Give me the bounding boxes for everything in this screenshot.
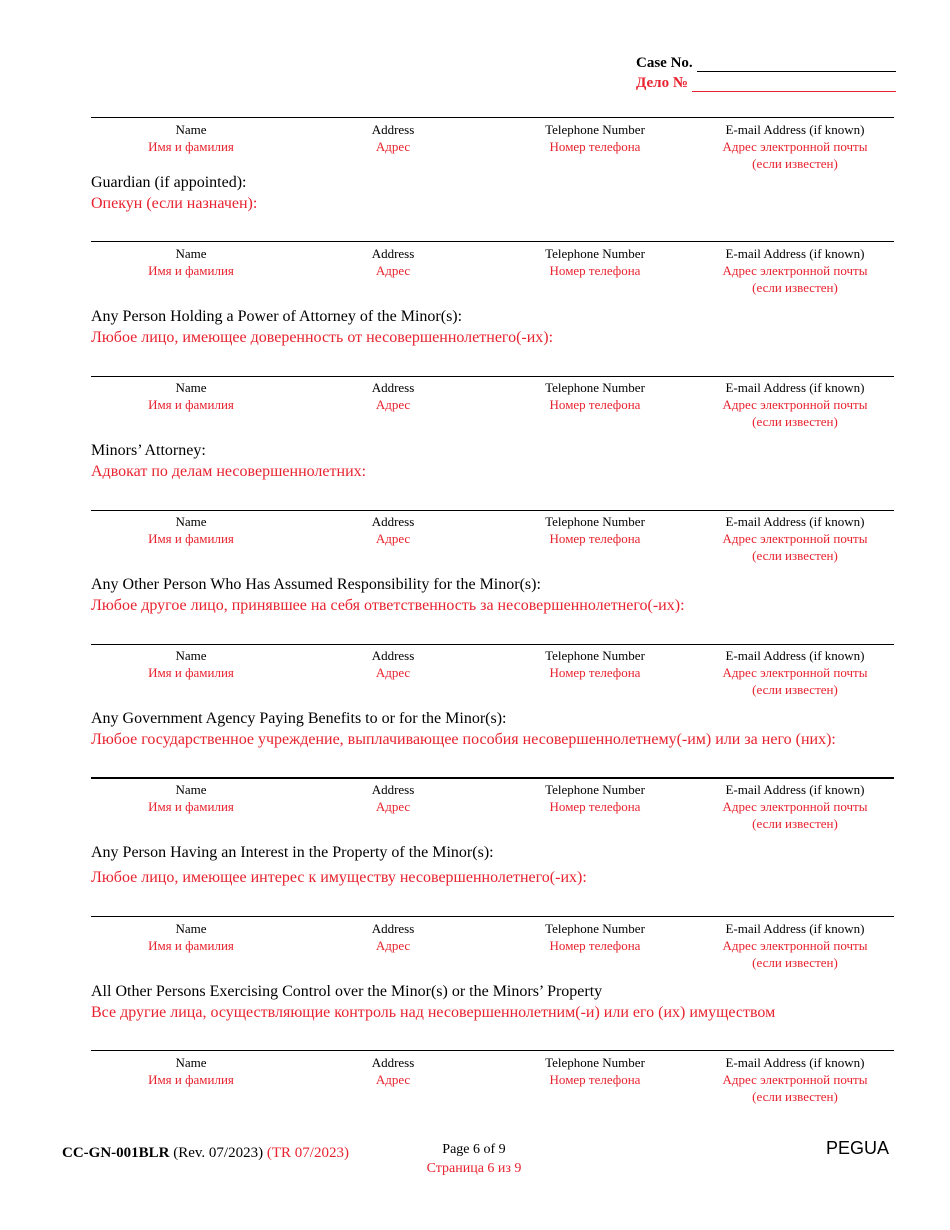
name-column-label: Name Имя и фамилия: [148, 921, 234, 953]
address-column-label: Address Адрес: [371, 246, 415, 278]
case-number-block: [636, 52, 896, 92]
section-title-power-of-attorney: Any Person Holding a Power of Attorney of the Minor(s): Любое лицо, имеющее доверенность от несовершеннолетнего(-их):: [91, 308, 554, 346]
name-column-label: Name Имя и фамилия: [148, 782, 234, 814]
name-column-label: Name Имя и фамилия: [148, 514, 234, 546]
case-no-field-ru[interactable]: [692, 77, 896, 92]
email-column-label: E-mail Address (if known) Адрес электронной почты (если известен): [722, 782, 868, 831]
section-title-other-control: All Other Persons Exercising Control over the Minor(s) or the Minors’ Property Все другие лица, осуществляющие контроль над несовершеннолетним(-и) или его (их) имуществом: [91, 983, 776, 1021]
email-column-label: E-mail Address (if known) Адрес электронной почты (если известен): [722, 1055, 868, 1104]
phone-column-label: Telephone Number Номер телефона: [545, 921, 645, 953]
phone-column-label: Telephone Number Номер телефона: [545, 246, 645, 278]
case-no-field[interactable]: [697, 57, 896, 72]
email-column-label: E-mail Address (if known) Адрес электронной почты (если известен): [722, 921, 868, 970]
entry-line[interactable]: [91, 1050, 894, 1051]
address-column-label: Address Адрес: [371, 1055, 415, 1087]
section-title-minors-attorney: Minors’ Attorney: Адвокат по делам несовершеннолетних:: [91, 442, 367, 480]
section-title-other-responsible: Any Other Person Who Has Assumed Responsibility for the Minor(s): Любое другое лицо, принявшее на себя ответственность за несовершеннолетнего(-их):: [91, 576, 685, 614]
form-code: CC-GN-001BLR (Rev. 07/2023) (TR 07/2023): [62, 1145, 349, 1161]
section-title-guardian: Guardian (if appointed): Опекун (если назначен):: [91, 174, 258, 212]
name-column-label: Name Имя и фамилия: [148, 380, 234, 412]
case-no-label: Case No.: [636, 55, 693, 71]
phone-column-label: Telephone Number Номер телефона: [545, 1055, 645, 1087]
address-column-label: Address Адрес: [371, 122, 415, 154]
entry-line[interactable]: [91, 644, 894, 645]
email-column-label: E-mail Address (if known) Адрес электронной почты (если известен): [722, 122, 868, 171]
address-column-label: Address Адрес: [371, 380, 415, 412]
name-column-label: Name Имя и фамилия: [148, 246, 234, 278]
phone-column-label: Telephone Number Номер телефона: [545, 122, 645, 154]
email-column-label: E-mail Address (if known) Адрес электронной почты (если известен): [722, 380, 868, 429]
entry-line[interactable]: [91, 777, 894, 779]
address-column-label: Address Адрес: [371, 782, 415, 814]
phone-column-label: Telephone Number Номер телефона: [545, 648, 645, 680]
email-column-label: E-mail Address (if known) Адрес электронной почты (если известен): [722, 514, 868, 563]
entry-line[interactable]: [91, 510, 894, 511]
email-column-label: E-mail Address (if known) Адрес электронной почты (если известен): [722, 648, 868, 697]
name-column-label: Name Имя и фамилия: [148, 122, 234, 154]
address-column-label: Address Адрес: [371, 514, 415, 546]
section-title-government-agency: Any Government Agency Paying Benefits to or for the Minor(s): Любое государственное учреждение, выплачивающее пособия несовершеннолетнему(-им) или за него (них):: [91, 710, 836, 748]
entry-line[interactable]: [91, 117, 894, 118]
entry-line[interactable]: [91, 241, 894, 242]
phone-column-label: Telephone Number Номер телефона: [545, 380, 645, 412]
phone-column-label: Telephone Number Номер телефона: [545, 782, 645, 814]
entry-line[interactable]: [91, 916, 894, 917]
phone-column-label: Telephone Number Номер телефона: [545, 514, 645, 546]
address-column-label: Address Адрес: [371, 648, 415, 680]
entry-line[interactable]: [91, 376, 894, 377]
pegua-label: PEGUA: [826, 1138, 890, 1158]
name-column-label: Name Имя и фамилия: [148, 1055, 234, 1087]
section-title-property-interest: Any Person Having an Interest in the Property of the Minor(s): Любое лицо, имеющее интерес к имуществу несовершеннолетнего(-их):: [91, 844, 587, 886]
name-column-label: Name Имя и фамилия: [148, 648, 234, 680]
address-column-label: Address Адрес: [371, 921, 415, 953]
email-column-label: E-mail Address (if known) Адрес электронной почты (если известен): [722, 246, 868, 295]
case-no-label-ru: Дело №: [636, 75, 688, 91]
page-number: Page 6 of 9 Страница 6 из 9: [426, 1142, 522, 1176]
